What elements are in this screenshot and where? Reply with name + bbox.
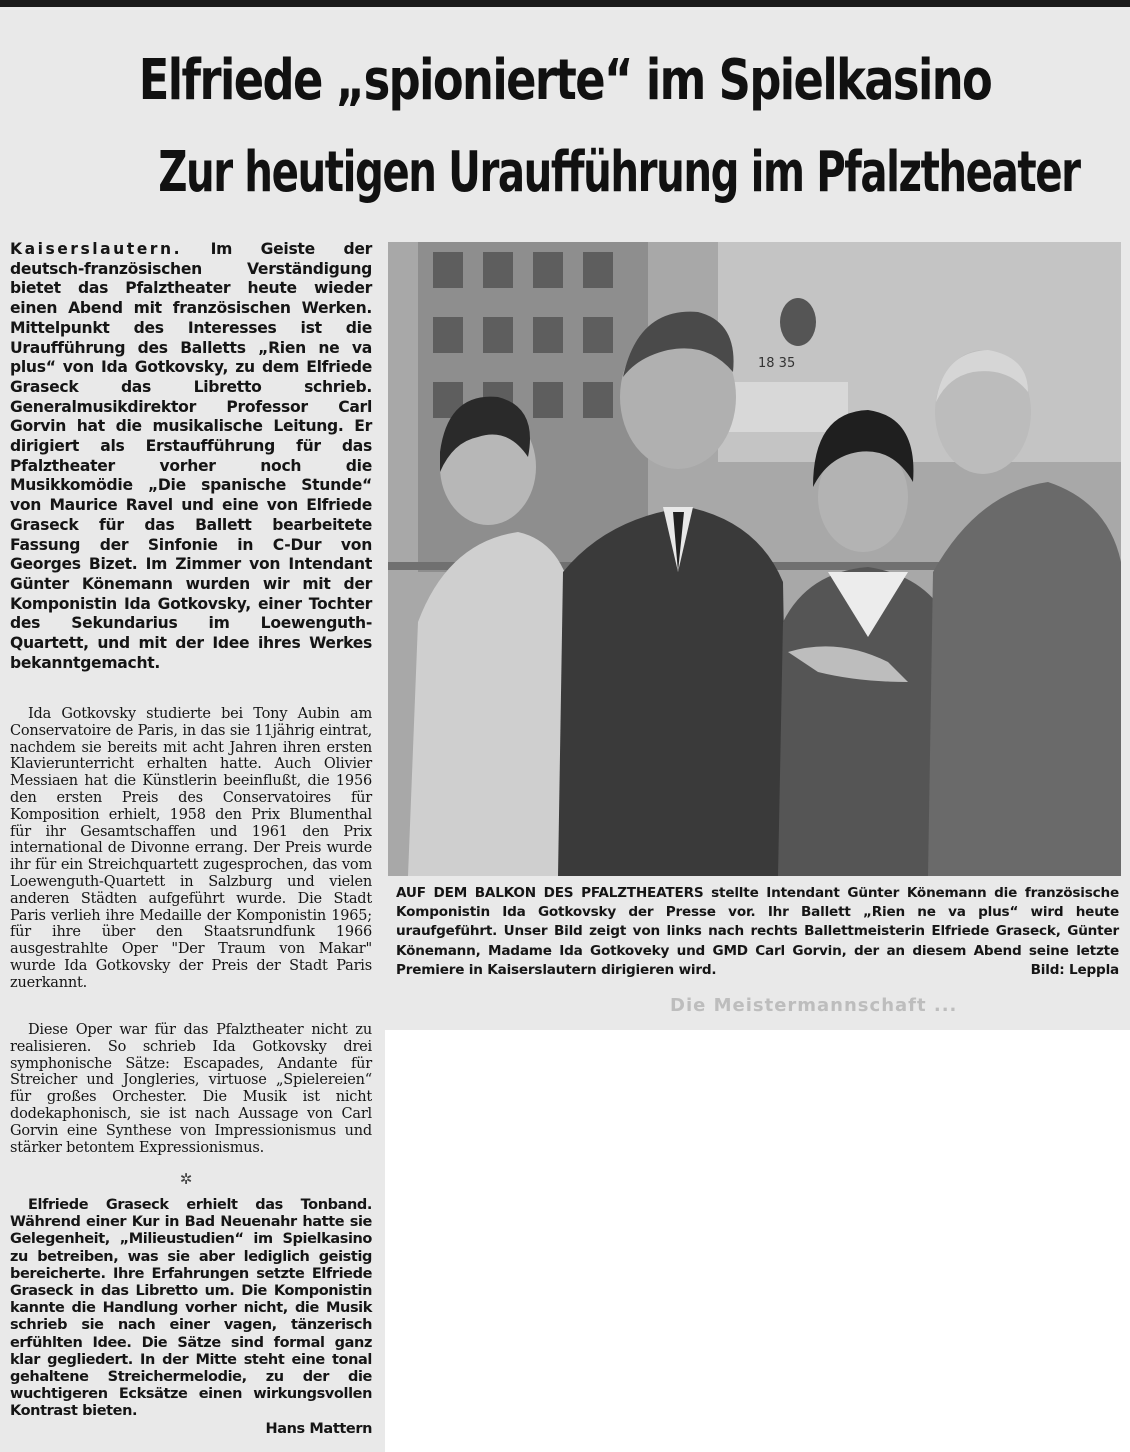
press-photo [388,242,1121,876]
section-separator: ✲ [179,1170,193,1188]
top-rule [0,0,1130,7]
author-byline: Hans Mattern [265,1420,372,1437]
photo-caption [396,884,1119,980]
headline-line-1: Elfriede „spionierte“ im Spielkasino [138,48,992,113]
bleed-through-text: Die Meistermannschaft ... [670,995,958,1016]
article-paragraph-3 [10,1197,372,1438]
paragraph-3-text: Elfriede Graseck erhielt das Tonband. Während einer Kur in Bad Neuenahr hatte sie Gelegenheit, „Milieustudien“ im Spielkasino zu betreiben, was sie aber lediglich geistig bereicherte. Ihre Erfahrungen setzte Elfriede Graseck in das Libretto um. Die Komponistin kannte die Handlung vorher nicht, die Musik schrieb sie nach einer vagen, tänzerisch erfühlten Idee. Die Sätze sind formal ganz klar gegliedert. In der Mitte steht eine tonal gehaltene Streichermelodie, zu der die wuchtigeren Ecksätze einen wirkungsvollen Kontrast bieten. [10,1197,372,1420]
caption-text: stellte Intendant Günter Könemann die französische Komponistin Ida Gotkovsky der Presse vor. Ihr Ballett „Rien ne va plus“ wird heute uraufgeführt. Unser Bild zeigt von links nach rechts Ballettmeisterin Elfriede Graseck, Günter Könemann, Madame Ida Gotkoveky und GMD Carl Gorvin, der an diesem Abend seine letzte Premiere in Kaiserslautern dirigieren wird. [396,885,1119,978]
headline-line-2: Zur heutigen Uraufführung im Pfalztheater [158,140,1080,205]
building-sign-year: 18 35 [758,356,796,371]
caption-lead-in: AUF DEM BALKON DES PFALZTHEATERS [396,885,704,901]
lead-text: Im Geiste der deutsch-französischen Verständigung bietet das Pfalztheater heute wieder einen Abend mit französischen Werken. Mittelpunkt des Interesses ist die Uraufführung des Balletts „Rien ne va plus“ von Ida Gotkovsky, zu dem Elfriede Graseck das Libretto schrieb. Generalmusikdirektor Professor Carl Gorvin hat die musikalische Leitung. Er dirigiert als Erstaufführung für das Pfalztheater vorher noch die Musikkomödie „Die spanische Stunde“ von Maurice Ravel und eine von Elfriede Graseck für das Ballett bearbeitete Fassung der Sinfonie in C-Dur von Georges Bizet. Im Zimmer von Intendant Günter Könemann wurden wir mit der Komponistin Ida Gotkovsky, einer Tochter des Sekundarius im Loewenguth-Quartett, und mit der Idee ihres Werkes bekanntgemacht. [10,240,372,672]
article-paragraph-2: Diese Oper war für das Pfalztheater nicht zu realisieren. So schrieb Ida Gotkovsky drei symphonische Sätze: Escapades, Andante für Streicher und Jongleries, virtuose „Spielereien“ für großes Orchester. Die Musik ist nicht dodekaphonisch, sie ist nach Aussage von Carl Gorvin eine Synthese von Impressionismus und stärker betontem Expressionismus. [10,1022,372,1156]
press-photo-illustration [388,242,1121,876]
dateline: Kaiserslautern. [10,240,182,258]
photo-credit: Bild: Leppla [1030,961,1119,978]
article-paragraph-1: Ida Gotkovsky studierte bei Tony Aubin am Conservatoire de Paris, in das sie 11jährig eintrat, nachdem sie bereits mit acht Jahren ihren ersten Klavierunterricht erhalten hatte. Auch Olivier Messiaen hat die Künstlerin beeinflußt, die 1956 den ersten Preis des Conservatoires für Komposition erhielt, 1958 den Prix Blumenthal für ihr Gesamtschaffen und 1961 den Prix international de Divonne errang. Der Preis wurde ihr für ein Streichquartett zugesprochen, das vom Loewenguth-Quartett in Salzburg und vielen anderen Städten aufgeführt wurde. Die Stadt Paris verlieh ihre Medaille der Komponistin 1965; für ihre über den Staatsrundfunk 1966 ausgestrahlte Oper "Der Traum von Makar" wurde Ida Gotkovsky der Preis der Stadt Paris zuerkannt. [10,706,372,991]
article-lead [10,240,372,673]
